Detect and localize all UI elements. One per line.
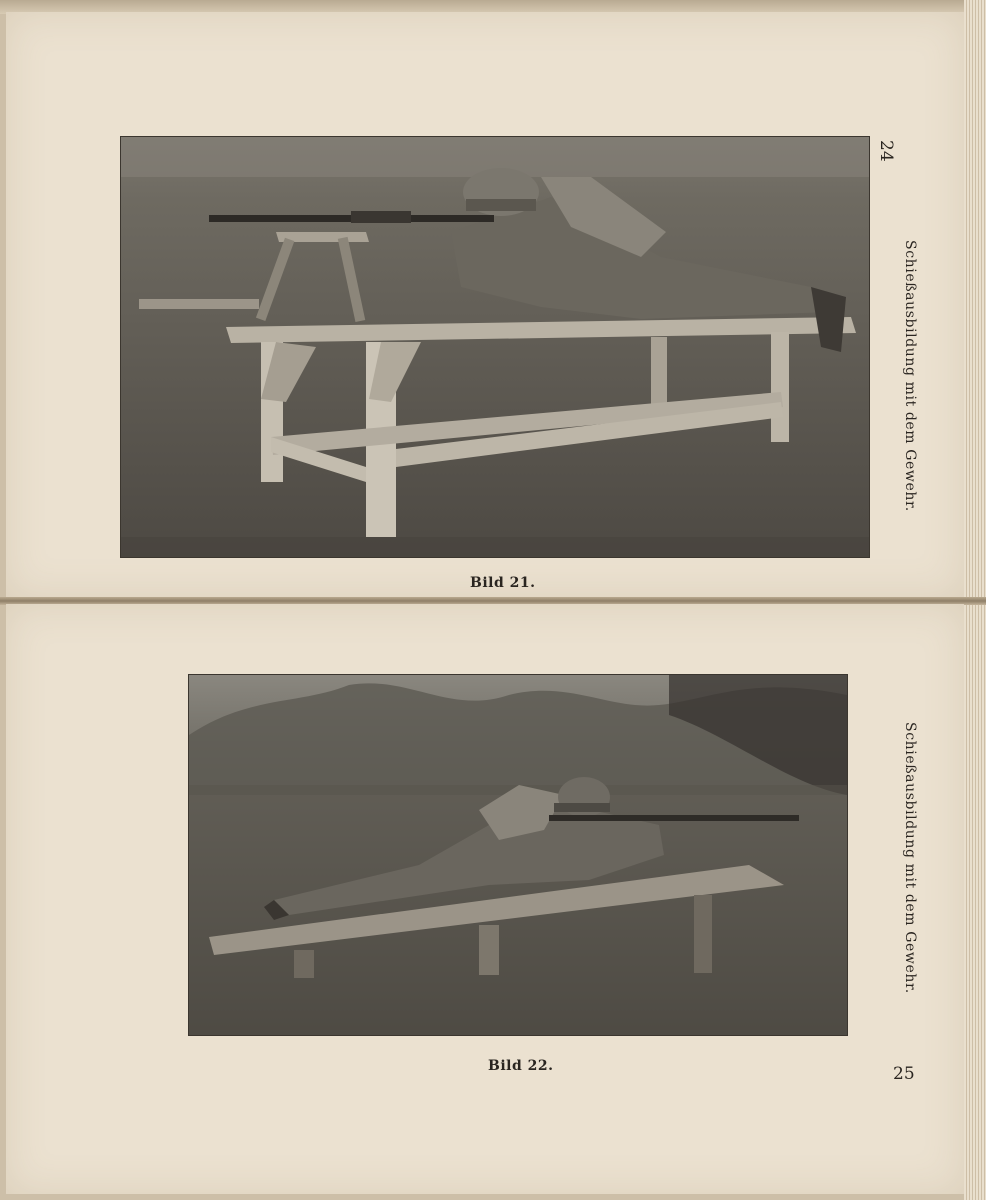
- caption-bild-22: Bild 22.: [488, 1058, 554, 1074]
- running-header-top: Schießausbildung mit dem Gewehr.: [902, 240, 918, 512]
- page-number-24: 24: [876, 140, 896, 162]
- photo-bild-22: [188, 674, 848, 1036]
- page-number-25: 25: [893, 1064, 915, 1084]
- running-header-bottom: Schießausbildung mit dem Gewehr.: [902, 722, 918, 994]
- photo-bild-21: [120, 136, 870, 558]
- caption-bild-21: Bild 21.: [470, 575, 536, 591]
